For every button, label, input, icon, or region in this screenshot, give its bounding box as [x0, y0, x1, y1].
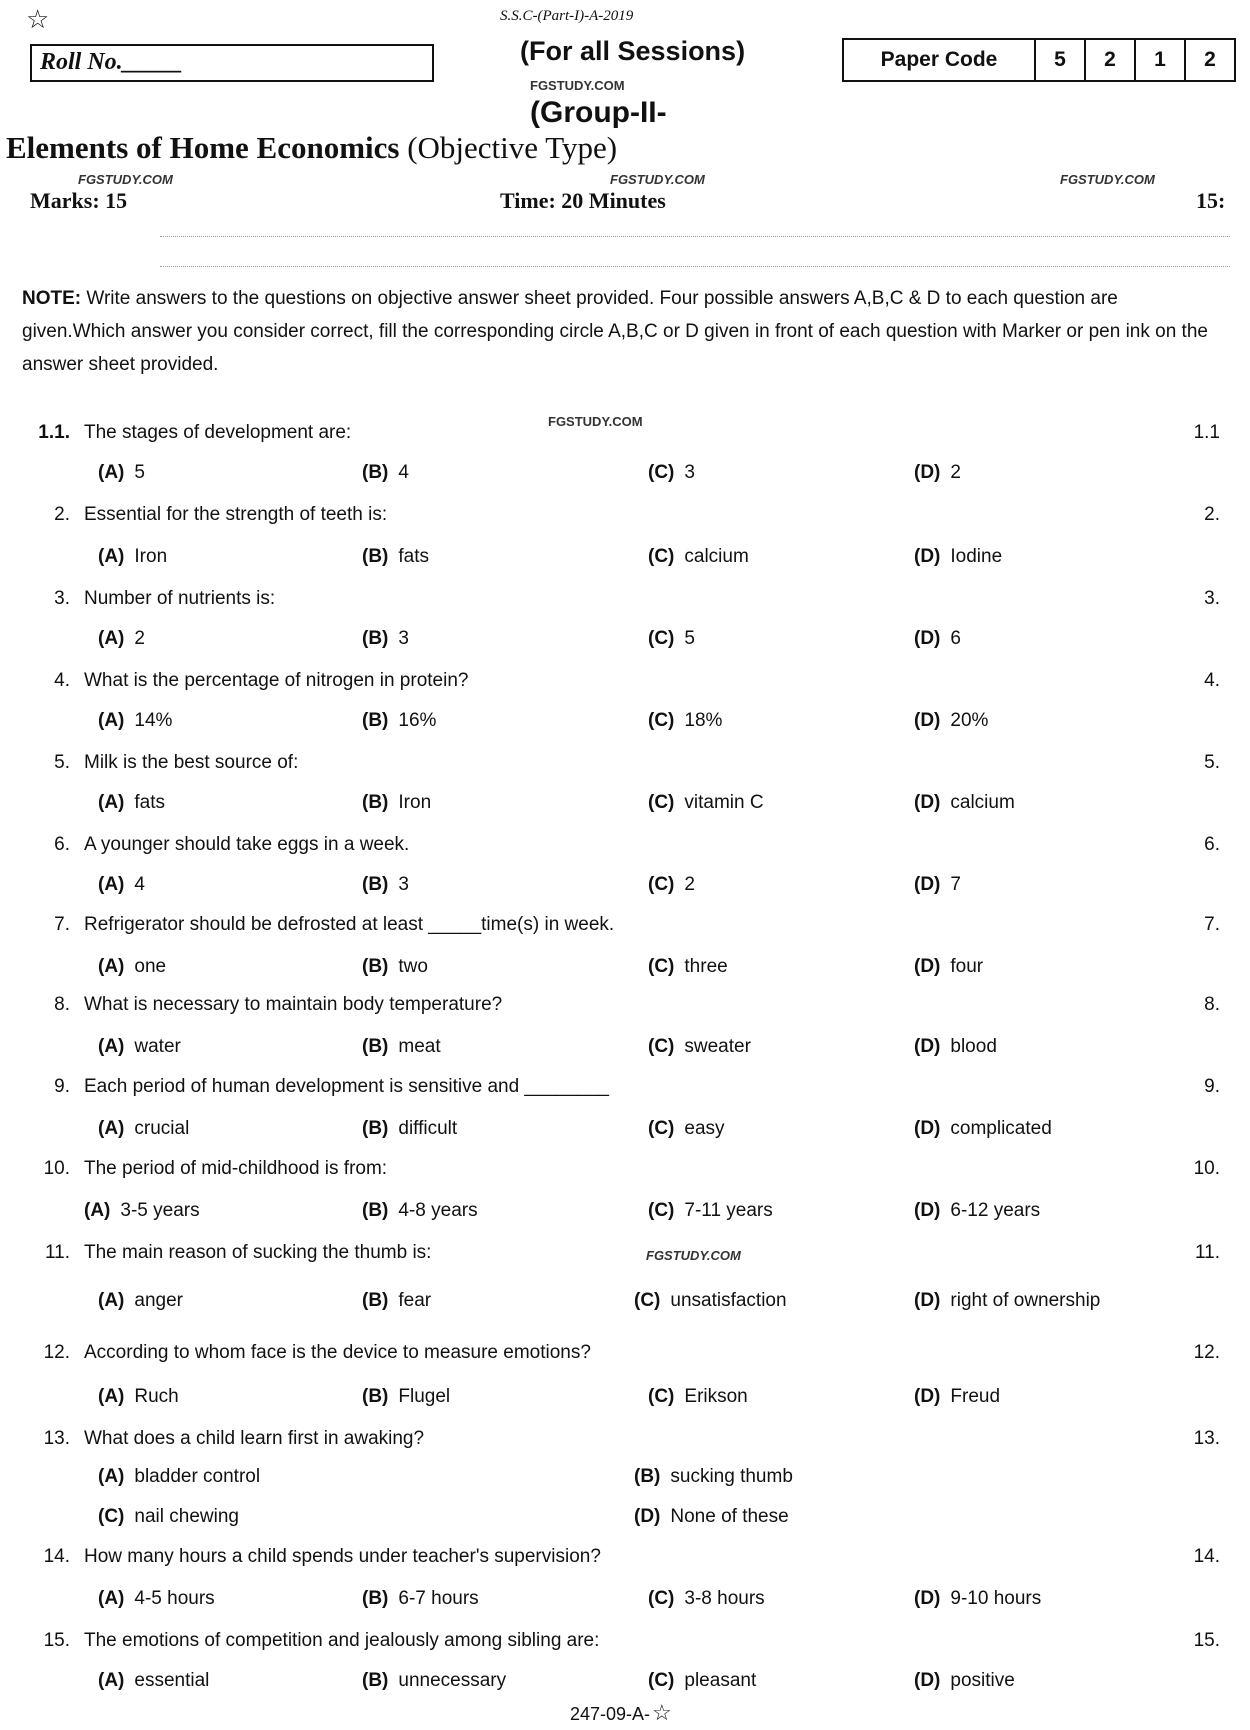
option-key: (C): [648, 1200, 675, 1221]
question-text: Refrigerator should be defrosted at least _____time(s) in week.: [84, 914, 615, 935]
option-c: [648, 1588, 765, 1610]
option-d: [914, 462, 961, 484]
option-c: [648, 1118, 725, 1140]
question-number: 15.: [43, 1630, 70, 1651]
option-d: [634, 1506, 789, 1528]
option-key: (D): [914, 1036, 941, 1057]
question-number-urdu: 6.: [1204, 834, 1220, 855]
option-key: (C): [98, 1506, 125, 1527]
subject-title: [6, 130, 617, 166]
paper-code-digit: 2: [1204, 48, 1216, 71]
option-text: fats: [398, 546, 430, 567]
question-number-urdu: 2.: [1204, 504, 1220, 525]
option-key: (A): [98, 628, 125, 649]
option-key: (A): [98, 1036, 125, 1057]
option-key: (D): [914, 792, 941, 813]
option-a: [98, 792, 165, 814]
option-text: 16%: [398, 710, 437, 731]
question-number-urdu: 8.: [1204, 994, 1220, 1015]
option-d: [914, 1588, 1041, 1610]
question-number-urdu: 5.: [1204, 752, 1220, 773]
option-text: anger: [134, 1290, 183, 1311]
question-number: 2.: [54, 504, 70, 525]
option-a: [98, 462, 145, 484]
option-key: (A): [98, 792, 125, 813]
option-key: (D): [914, 1386, 941, 1407]
question-number-urdu: 4.: [1204, 670, 1220, 691]
option-key: (D): [914, 1588, 941, 1609]
option-text: bladder control: [134, 1466, 261, 1487]
option-c: [648, 874, 695, 896]
option-text: 5: [684, 628, 695, 649]
option-text: 20%: [950, 710, 989, 731]
option-text: sweater: [684, 1036, 751, 1057]
option-d: [914, 1290, 1100, 1312]
note-text: Write answers to the questions on objective answer sheet provided. Four possible answers A,B,C & D to each question are given.Which answer you consider correct, fill the corresponding circle A,B,C or D given in front of each question with Marker or pen ink on the answer sheet provided.: [22, 288, 1208, 375]
option-text: Ruch: [134, 1386, 179, 1407]
option-key: (C): [648, 462, 675, 483]
question-text: Number of nutrients is:: [84, 588, 276, 609]
option-text: 3: [398, 874, 409, 895]
question-number: 10.: [43, 1158, 70, 1179]
option-key: (D): [914, 710, 941, 731]
option-b: [362, 1588, 479, 1610]
option-b: [362, 1118, 457, 1140]
option-a: [98, 1670, 209, 1692]
option-key: (B): [362, 1588, 389, 1609]
option-b: [362, 628, 409, 650]
option-c: [648, 546, 749, 568]
option-key: (B): [362, 1670, 389, 1691]
question-text: According to whom face is the device to measure emotions?: [84, 1342, 591, 1363]
question-text: What is the percentage of nitrogen in protein?: [84, 670, 469, 691]
option-c: [648, 710, 722, 732]
question-number: 11.: [44, 1242, 70, 1263]
option-text: 4-8 years: [398, 1200, 478, 1221]
option-b: [362, 1290, 431, 1312]
option-a: [98, 546, 167, 568]
roll-number-label: Roll No._____: [40, 49, 183, 75]
question-number: 5.: [54, 752, 70, 773]
option-d: [914, 1118, 1052, 1140]
option-text: difficult: [398, 1118, 458, 1139]
question-number: 7.: [54, 914, 70, 935]
option-text: 3-5 years: [120, 1200, 200, 1221]
option-text: positive: [950, 1670, 1015, 1691]
option-key: (B): [362, 792, 389, 813]
option-text: right of ownership: [950, 1290, 1101, 1311]
option-key: (C): [648, 1386, 675, 1407]
option-text: 2: [684, 874, 695, 895]
option-text: meat: [398, 1036, 441, 1057]
option-key: (C): [648, 956, 675, 977]
question-number-urdu: 7.: [1204, 914, 1220, 935]
option-b: [362, 1670, 506, 1692]
star-icon: ☆: [652, 1700, 672, 1725]
question-number: 14.: [43, 1546, 70, 1567]
option-b: [362, 1036, 441, 1058]
option-key: (A): [98, 874, 125, 895]
option-text: vitamin C: [684, 792, 764, 813]
option-c: [648, 462, 695, 484]
option-d: [914, 546, 1002, 568]
time-label: Time: 20 Minutes: [500, 188, 666, 213]
question-number-urdu: 14.: [1193, 1546, 1220, 1567]
paper-code-digit: 2: [1086, 40, 1136, 80]
question-number: 1.1.: [38, 422, 70, 443]
option-text: 2: [134, 628, 145, 649]
option-text: 7: [950, 874, 961, 895]
option-c: [648, 792, 764, 814]
option-text: calcium: [950, 792, 1015, 813]
question-text: A younger should take eggs in a week.: [84, 834, 410, 855]
option-key: (B): [362, 1118, 389, 1139]
option-d: [914, 1670, 1015, 1692]
option-a: [98, 710, 172, 732]
option-b: [634, 1466, 793, 1488]
option-text: four: [950, 956, 984, 977]
watermark: FGSTUDY.COM: [548, 414, 643, 429]
watermark: FGSTUDY.COM: [1060, 172, 1155, 187]
option-a: [98, 628, 145, 650]
option-text: nail chewing: [134, 1506, 239, 1527]
option-key: (B): [362, 1200, 389, 1221]
star-icon: ☆: [26, 4, 50, 34]
question-text: What does a child learn first in awaking?: [84, 1428, 425, 1449]
option-key: (A): [98, 546, 125, 567]
option-a: [98, 874, 145, 896]
option-text: Freud: [950, 1386, 1001, 1407]
option-key: (A): [98, 462, 125, 483]
question-number-urdu: 3.: [1204, 588, 1220, 609]
option-a: [98, 956, 166, 978]
option-c: [648, 1386, 748, 1408]
question-number-urdu: 13.: [1193, 1428, 1220, 1449]
option-c: [648, 628, 695, 650]
option-key: (A): [98, 1466, 125, 1487]
option-d: [914, 710, 988, 732]
option-b: [362, 462, 409, 484]
option-key: (A): [98, 1386, 125, 1407]
option-text: 6-7 hours: [398, 1588, 479, 1609]
question-text: The emotions of competition and jealously among sibling are:: [84, 1630, 600, 1651]
footer-code-text: 247-09-A-: [570, 1704, 651, 1724]
group-title: (Group-II-: [530, 96, 667, 129]
option-key: (C): [634, 1290, 661, 1311]
question-number: 4.: [54, 670, 70, 691]
roll-number-box: [30, 44, 434, 82]
option-key: (A): [98, 1588, 125, 1609]
note-block: [22, 282, 1222, 381]
option-d: [914, 1386, 1000, 1408]
question-number: 3.: [54, 588, 70, 609]
question-number-urdu: 9.: [1204, 1076, 1220, 1097]
option-key: (A): [84, 1200, 111, 1221]
option-c: [98, 1506, 239, 1528]
option-text: 3: [684, 462, 695, 483]
question-text: Each period of human development is sensitive and ________: [84, 1076, 609, 1097]
option-c: [648, 1036, 751, 1058]
option-c: [648, 956, 728, 978]
option-key: (B): [634, 1466, 661, 1487]
sessions-title: (For all Sessions): [520, 36, 746, 66]
paper-code-label: Paper Code: [844, 40, 1036, 80]
option-b: [362, 1386, 450, 1408]
option-text: 3-8 hours: [684, 1588, 765, 1609]
option-a: [98, 1118, 189, 1140]
option-text: one: [134, 956, 167, 977]
paper-code-box: [842, 38, 1236, 82]
option-text: 6-12 years: [950, 1200, 1041, 1221]
paper-code-digit: 5: [1036, 40, 1086, 80]
option-text: blood: [950, 1036, 997, 1057]
option-text: pleasant: [684, 1670, 757, 1691]
option-key: (D): [914, 874, 941, 895]
question-number-urdu: 12.: [1193, 1342, 1220, 1363]
watermark: FGSTUDY.COM: [78, 172, 173, 187]
option-c: [648, 1200, 773, 1222]
option-text: Erikson: [684, 1386, 748, 1407]
marks-number: 15:: [1196, 188, 1226, 213]
option-text: fear: [398, 1290, 432, 1311]
watermark: FGSTUDY.COM: [530, 78, 625, 93]
paper-code-digit: 1: [1136, 40, 1186, 80]
option-text: crucial: [134, 1118, 190, 1139]
option-text: 7-11 years: [684, 1200, 773, 1221]
option-a: [84, 1200, 200, 1222]
option-text: Iron: [398, 792, 432, 813]
option-b: [362, 874, 409, 896]
option-text: 5: [134, 462, 145, 483]
question-number: 8.: [54, 994, 70, 1015]
option-d: [914, 792, 1015, 814]
option-d: [914, 1200, 1040, 1222]
option-key: (B): [362, 546, 389, 567]
option-key: (D): [914, 1200, 941, 1221]
option-key: (A): [98, 1670, 125, 1691]
option-key: (B): [362, 874, 389, 895]
option-key: (D): [914, 1290, 941, 1311]
question-number-urdu: 10.: [1193, 1158, 1220, 1179]
option-a: [98, 1036, 181, 1058]
question-number: 13.: [43, 1428, 70, 1449]
option-b: [362, 792, 431, 814]
question-number: 12.: [43, 1342, 70, 1363]
option-text: Iron: [134, 546, 168, 567]
option-b: [362, 546, 429, 568]
option-key: (C): [648, 546, 675, 567]
subject-name: Elements of Home Economics: [6, 130, 400, 165]
option-key: (D): [914, 628, 941, 649]
option-key: (D): [914, 1670, 941, 1691]
question-text: The main reason of sucking the thumb is:: [84, 1242, 432, 1263]
instruction-line: [160, 236, 1230, 237]
option-text: sucking thumb: [670, 1466, 793, 1487]
option-key: (B): [362, 710, 389, 731]
option-text: unsatisfaction: [670, 1290, 787, 1311]
option-key: (A): [98, 956, 125, 977]
option-key: (C): [648, 874, 675, 895]
instruction-line: [160, 266, 1230, 267]
option-text: 2: [950, 462, 961, 483]
option-key: (A): [98, 710, 125, 731]
option-text: 9-10 hours: [950, 1588, 1042, 1609]
option-key: (C): [648, 1670, 675, 1691]
option-key: (D): [914, 462, 941, 483]
option-key: (D): [914, 546, 941, 567]
option-text: 6: [950, 628, 961, 649]
option-text: easy: [684, 1118, 725, 1139]
option-key: (B): [362, 628, 389, 649]
option-text: 4-5 hours: [134, 1588, 215, 1609]
question-text: Essential for the strength of teeth is:: [84, 504, 388, 525]
option-c: [648, 1670, 756, 1692]
option-text: water: [134, 1036, 181, 1057]
option-text: calcium: [684, 546, 749, 567]
option-key: (C): [648, 628, 675, 649]
option-key: (B): [362, 462, 389, 483]
question-text: The period of mid-childhood is from:: [84, 1158, 388, 1179]
option-key: (C): [648, 1118, 675, 1139]
marks-label: Marks: 15: [30, 188, 128, 213]
option-text: three: [684, 956, 728, 977]
option-d: [914, 874, 961, 896]
question-number-urdu: 11.: [1194, 1242, 1220, 1263]
question-text: What is necessary to maintain body temperature?: [84, 994, 503, 1015]
option-key: (C): [648, 1588, 675, 1609]
option-key: (B): [362, 1290, 389, 1311]
option-b: [362, 956, 428, 978]
option-text: 3: [398, 628, 409, 649]
option-key: (A): [98, 1118, 125, 1139]
option-b: [362, 1200, 478, 1222]
option-d: [914, 956, 983, 978]
option-text: complicated: [950, 1118, 1052, 1139]
option-text: None of these: [670, 1506, 789, 1527]
option-text: 18%: [684, 710, 723, 731]
question-number: 6.: [54, 834, 70, 855]
option-key: (A): [98, 1290, 125, 1311]
option-d: [914, 1036, 997, 1058]
option-d: [914, 628, 961, 650]
option-key: (B): [362, 1386, 389, 1407]
option-text: 14%: [134, 710, 173, 731]
option-text: Flugel: [398, 1386, 451, 1407]
footer-code: [570, 1700, 672, 1726]
question-text: How many hours a child spends under teacher's supervision?: [84, 1546, 601, 1567]
question-number-urdu: 15.: [1193, 1630, 1220, 1651]
subject-type: (Objective Type): [407, 130, 618, 165]
option-key: (D): [914, 956, 941, 977]
option-key: (D): [914, 1118, 941, 1139]
option-key: (B): [362, 956, 389, 977]
option-a: [98, 1588, 215, 1610]
option-text: 4: [134, 874, 145, 895]
option-key: (B): [362, 1036, 389, 1057]
option-text: unnecessary: [398, 1670, 507, 1691]
option-a: [98, 1290, 183, 1312]
note-label: NOTE:: [22, 288, 82, 309]
exam-code: S.S.C-(Part-I)-A-2019: [500, 8, 634, 24]
option-a: [98, 1466, 260, 1488]
option-text: essential: [134, 1670, 210, 1691]
option-b: [362, 710, 436, 732]
question-text: The stages of development are:: [84, 422, 352, 443]
option-key: (C): [648, 792, 675, 813]
option-c: [634, 1290, 787, 1312]
option-text: Iodine: [950, 546, 1003, 567]
option-key: (C): [648, 1036, 675, 1057]
option-text: two: [398, 956, 428, 977]
watermark: FGSTUDY.COM: [646, 1248, 741, 1263]
question-text: Milk is the best source of:: [84, 752, 299, 773]
option-key: (C): [648, 710, 675, 731]
option-key: (D): [634, 1506, 661, 1527]
option-a: [98, 1386, 179, 1408]
question-number: 9.: [54, 1076, 70, 1097]
option-text: 4: [398, 462, 409, 483]
watermark: FGSTUDY.COM: [610, 172, 705, 187]
question-number-urdu: 1.1: [1193, 422, 1220, 443]
option-text: fats: [134, 792, 166, 813]
